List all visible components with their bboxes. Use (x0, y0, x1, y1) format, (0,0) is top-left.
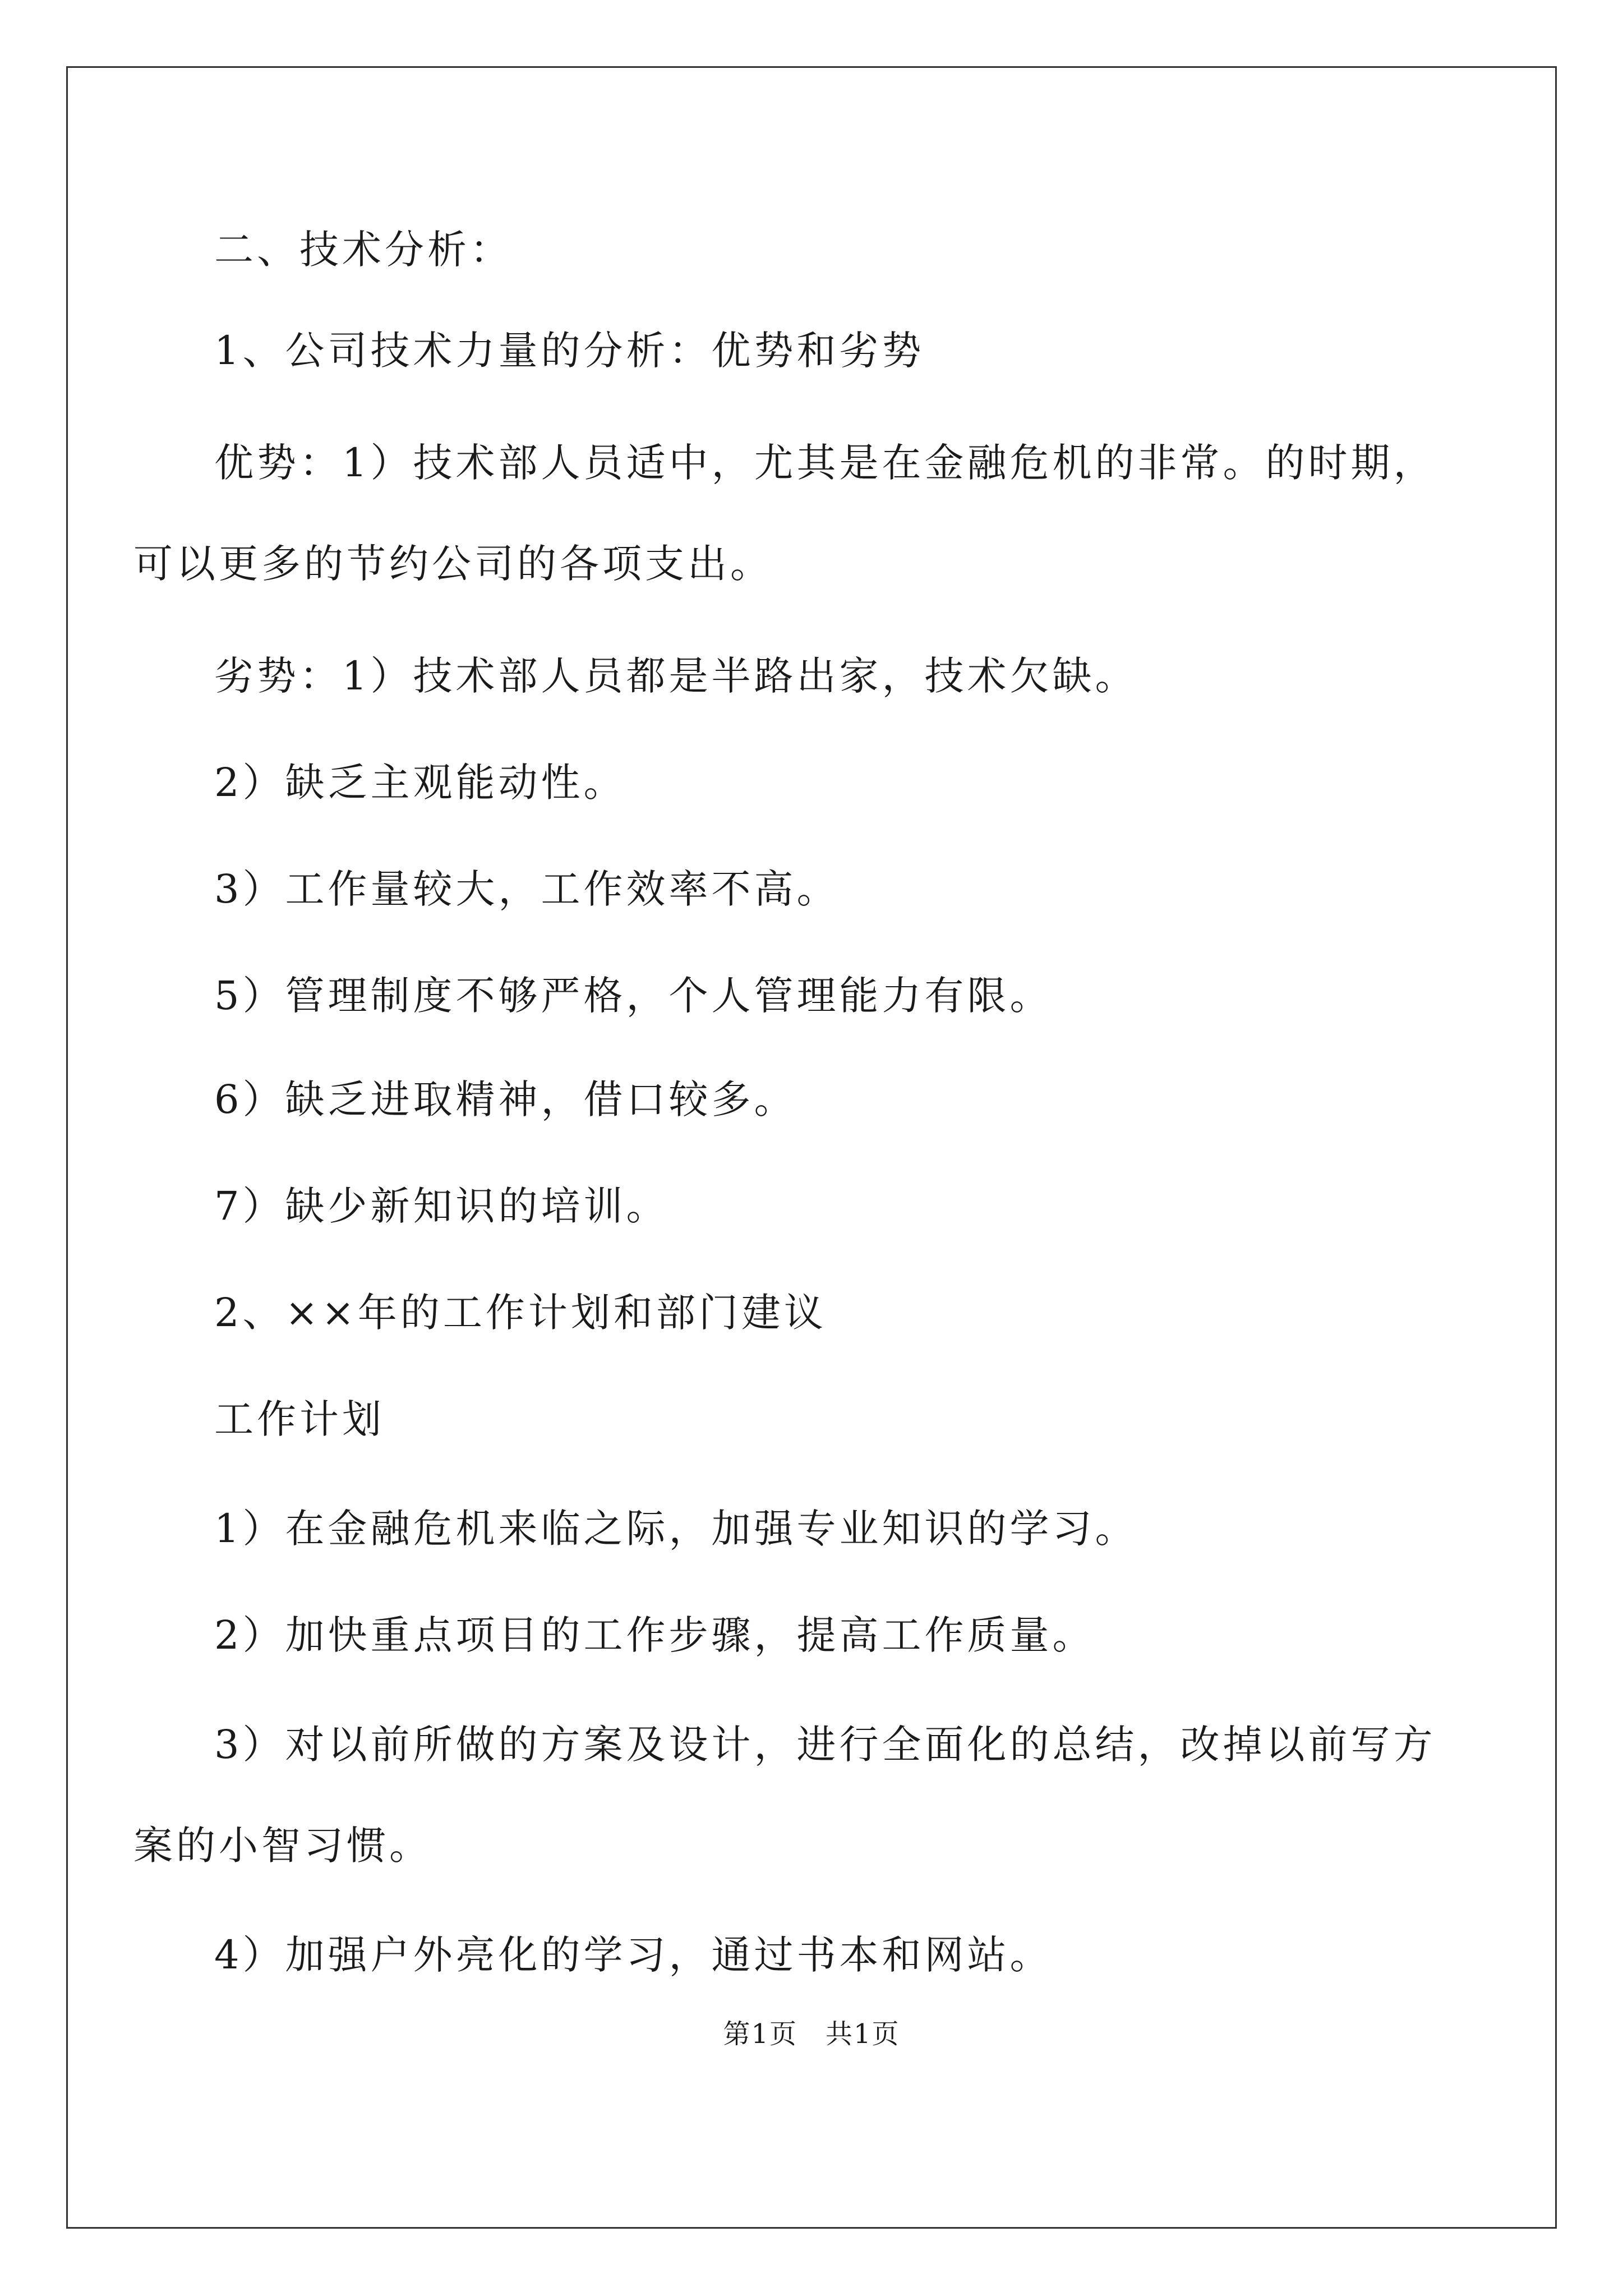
list-item-disadvantage-5: 5）管理制度不够严格，个人管理能力有限。 (214, 973, 1053, 1019)
list-item-plan-3-line-2: 案的小智习惯。 (133, 1823, 432, 1869)
paragraph-advantages-line-1: 优势：1）技术部人员适中，尤其是在金融危机的非常。的时期， (214, 440, 1436, 486)
section-heading-tech-analysis: 二、技术分析： (214, 227, 513, 273)
list-item-plan-2: 2）加快重点项目的工作步骤，提高工作质量。 (214, 1612, 1095, 1658)
page-border (66, 66, 1557, 2229)
paragraph-advantages-line-2: 可以更多的节约公司的各项支出。 (133, 541, 773, 587)
list-item-disadvantage-3: 3）工作量较大，工作效率不高。 (214, 866, 840, 912)
list-item-disadvantage-6: 6）缺乏进取精神，借口较多。 (214, 1076, 797, 1122)
subheading-work-plan: 2、××年的工作计划和部门建议 (214, 1290, 827, 1336)
list-item-plan-1: 1）在金融危机来临之际，加强专业知识的学习。 (214, 1506, 1138, 1552)
paragraph-disadvantages: 劣势：1）技术部人员都是半路出家，技术欠缺。 (214, 653, 1138, 699)
list-item-plan-4: 4）加强户外亮化的学习，通过书本和网站。 (214, 1932, 1053, 1978)
page-number-footer: 第1页 共1页 (723, 2018, 900, 2050)
label-work-plan: 工作计划 (214, 1396, 385, 1442)
subheading-tech-strength: 1、公司技术力量的分析：优势和劣势 (214, 328, 925, 374)
list-item-disadvantage-7: 7）缺少新知识的培训。 (214, 1183, 669, 1229)
list-item-plan-3-line-1: 3）对以前所做的方案及设计，进行全面化的总结，改掉以前写方 (214, 1722, 1436, 1768)
list-item-disadvantage-2: 2）缺乏主观能动性。 (214, 760, 626, 806)
